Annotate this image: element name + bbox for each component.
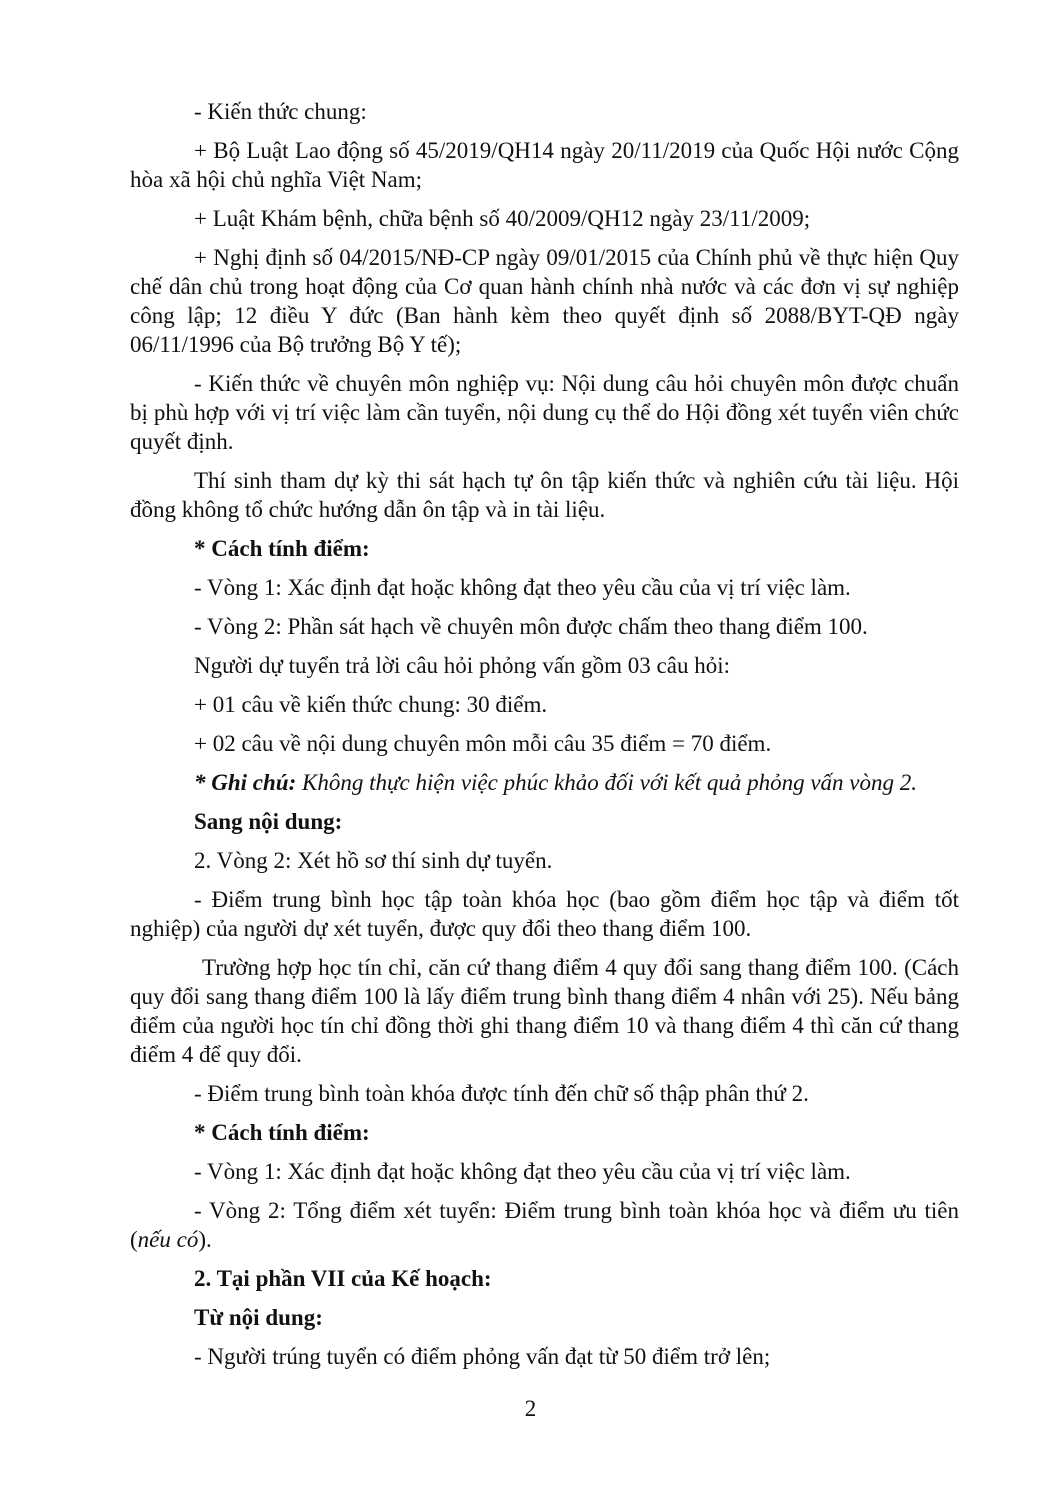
from-content-heading: Từ nội dung:	[194, 1305, 323, 1330]
paren-open: (	[130, 1227, 138, 1252]
replace-content-heading: Sang nội dung:	[194, 809, 343, 834]
self-study-paragraph: Thí sinh tham dự kỳ thi sát hạch tự ôn tập kiến thức và nghiên cứu tài liệu. Hội đồng không tổ chức hướng dẫn ôn tập và in tài liệu.	[130, 468, 959, 522]
decimal-precision-paragraph: - Điểm trung bình toàn khóa được tính đến chữ số thập phân thứ 2.	[194, 1081, 809, 1106]
paren-close: ).	[198, 1227, 212, 1252]
scoring-heading: * Cách tính điểm:	[194, 536, 370, 561]
specialized-question-item: + 02 câu về nội dung chuyên môn mỗi câu 35 điểm = 70 điểm.	[194, 731, 772, 756]
round1-rule: - Vòng 1: Xác định đạt hoặc không đạt theo yêu cầu của vị trí việc làm.	[194, 575, 851, 600]
note-text: Không thực hiện việc phúc khảo đối với kết quả phỏng vấn vòng 2.	[302, 770, 918, 795]
if-any-text: nếu có	[137, 1227, 199, 1252]
interview-questions-intro: Người dự tuyển trả lời câu hỏi phỏng vấn gồm 03 câu hỏi:	[194, 653, 730, 678]
decree-item: + Nghị định số 04/2015/NĐ-CP ngày 09/01/2015 của Chính phủ về thực hiện Quy chế dân chủ trong hoạt động của Cơ quan hành chính nhà nước và các đơn vị sự nghiệp công lập; 12 điều Y đức (Ban hành kèm theo quyết định số 2088/BYT-QĐ ngày 06/11/1996 của Bộ trưởng Bộ Y tế);	[130, 245, 959, 357]
labor-code-item: + Bộ Luật Lao động số 45/2019/QH14 ngày 20/11/2019 của Quốc Hội nước Cộng hòa xã hội chủ nghĩa Việt Nam;	[130, 138, 959, 192]
section-vii-heading: 2. Tại phần VII của Kế hoạch:	[194, 1266, 492, 1291]
successful-candidate-rule: - Người trúng tuyển có điểm phỏng vấn đạt từ 50 điểm trở lên;	[194, 1344, 771, 1369]
round2-dossier-review: 2. Vòng 2: Xét hồ sơ thí sinh dự tuyển.	[194, 848, 553, 873]
round2-total-text: - Vòng 2: Tổng điểm xét tuyển: Điểm trung bình toàn khóa học và điểm ưu tiên	[194, 1198, 959, 1223]
page-body	[130, 97, 959, 1381]
note-label: * Ghi chú:	[194, 770, 297, 795]
scoring-heading-2: * Cách tính điểm:	[194, 1120, 370, 1145]
page-number: 2	[524, 1396, 537, 1421]
round2-rule: - Vòng 2: Phần sát hạch về chuyên môn được chấm theo thang điểm 100.	[194, 614, 868, 639]
round1-rule-2: - Vòng 1: Xác định đạt hoặc không đạt theo yêu cầu của vị trí việc làm.	[194, 1159, 851, 1184]
general-question-item: + 01 câu về kiến thức chung: 30 điểm.	[194, 692, 548, 717]
gpa-paragraph: - Điểm trung bình học tập toàn khóa học (bao gồm điểm học tập và điểm tốt nghiệp) của người dự xét tuyển, được quy đổi theo thang điểm 100.	[130, 887, 959, 941]
medical-law-item: + Luật Khám bệnh, chữa bệnh số 40/2009/QH12 ngày 23/11/2009;	[194, 206, 811, 231]
professional-knowledge-paragraph: - Kiến thức về chuyên môn nghiệp vụ: Nội dung câu hỏi chuyên môn được chuẩn bị phù hợp với vị trí việc làm cần tuyển, nội dung cụ thể do Hội đồng xét tuyển viên chức quyết định.	[130, 371, 959, 454]
credit-conversion-paragraph: Trường hợp học tín chỉ, căn cứ thang điểm 4 quy đổi sang thang điểm 100. (Cách quy đổi sang thang điểm 100 là lấy điểm trung bình thang điểm 4 nhân với 25). Nếu bảng điểm của người học tín chỉ đồng thời ghi thang điểm 10 và thang điểm 4 thì căn cứ thang điểm 4 để quy đổi.	[130, 955, 959, 1067]
general-knowledge-heading: - Kiến thức chung:	[194, 99, 367, 124]
round2-total-score	[130, 1196, 959, 1254]
note-paragraph	[130, 768, 959, 797]
